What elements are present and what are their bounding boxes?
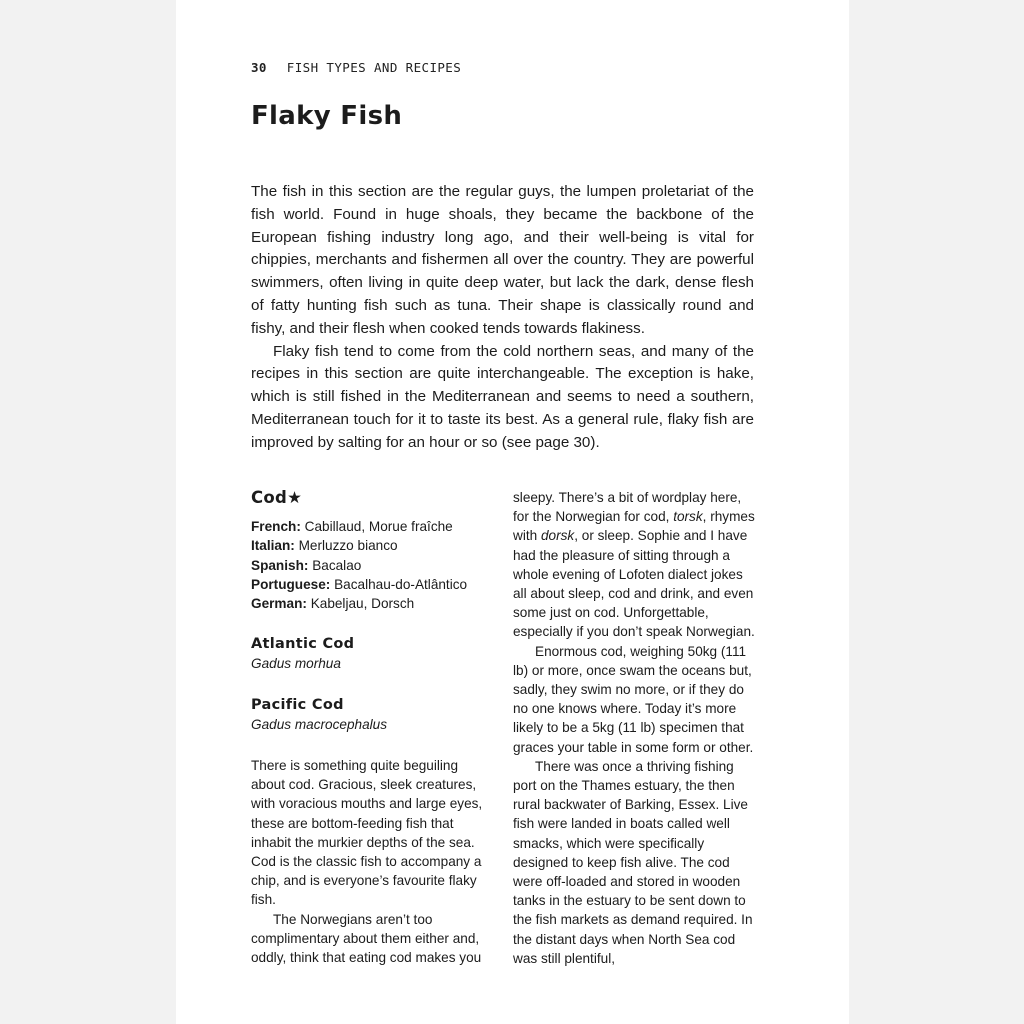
lang-name: Bacalao — [312, 557, 362, 573]
name-row-portuguese — [251, 575, 491, 594]
species-atlantic-cod — [251, 635, 491, 673]
body-paragraph: There is something quite beguiling about cod. Gracious, sleek creatures, with voracious mouths and large eyes, these are bottom-feeding fish that inhabit the murkier depths of the sea. Cod is the classic fish to accompany a chip, and is everyone’s favourite flaky fish. — [251, 758, 483, 908]
species-latin-name: Gadus macrocephalus — [251, 716, 388, 732]
body-paragraph: Enormous cod, weighing 50kg (111 lb) or more, once swam the oceans but, sadly, they swim no more, or if they do no one knows where. Today it’s more likely to be a 5kg (11 lb) specimen that graces your table in some form or other. — [513, 643, 754, 755]
species-name: Pacific Cod — [251, 696, 344, 713]
lang-name: Kabeljau, Dorsch — [310, 596, 415, 612]
species-latin-name: Gadus morhua — [251, 656, 341, 672]
section-title: FISH TYPES AND RECIPES — [286, 60, 462, 75]
left-column — [251, 488, 491, 967]
lang-label: French: — [251, 519, 301, 535]
name-row-french — [251, 517, 491, 536]
intro-text — [251, 181, 754, 455]
foreign-names — [251, 517, 491, 613]
running-head — [251, 60, 461, 75]
lang-label: Spanish: — [251, 557, 309, 573]
name-row-italian — [251, 536, 491, 555]
italic-word: torsk — [673, 509, 703, 525]
intro-paragraph-2: Flaky fish tend to come from the cold northern seas, and many of the recipes in this section are quite interchangeable. The exception is hake, which is still fished in the Mediterranean and seems to need a southern, Mediterranean touch for it to taste its best. As a general rule, flaky fish are improved by salting for an hour or so (see page 30). — [251, 342, 754, 451]
species-name: Atlantic Cod — [251, 636, 355, 653]
body-paragraph: There was once a thriving fishing port on the Thames estuary, the then rural backwater of Barking, Essex. Live fish were landed in boats called well smacks, which were specifically designed to keep fish alive. The cod were off-loaded and stored in wooden tanks in the estuary to be sent down to the fish markets as demand required. In the distant days when North Sea cod was still plentiful, — [513, 758, 753, 966]
lang-label: German: — [251, 596, 307, 612]
name-row-german — [251, 594, 491, 613]
lang-name: Bacalhau-do-Atlântico — [334, 576, 468, 592]
cod-heading: Cod★ — [251, 488, 303, 507]
right-column — [513, 488, 757, 968]
page-number: 30 — [251, 60, 267, 75]
text-run: sleepy. There’s a bit of wordplay here, for the Norwegian for cod, — [513, 490, 742, 525]
lang-label: Italian: — [251, 538, 295, 554]
page-title: Flaky Fish — [251, 101, 403, 131]
name-row-spanish — [251, 556, 491, 575]
body-paragraph: The Norwegians aren’t too complimentary about them either and, oddly, think that eating cod makes you — [251, 911, 482, 966]
lang-name: Merluzzo bianco — [298, 538, 398, 554]
cod-body-left — [251, 756, 491, 967]
body-paragraph — [513, 488, 757, 642]
text-run: , or sleep. Sophie and I have had the pleasure of sitting through a whole evening of Lofoten dialect jokes all about sleep, cod and drink, and even some just on cod. Unforgettable, especially if you don’t speak Norwegian. — [513, 528, 755, 640]
text-run: , rhymes with — [513, 509, 755, 544]
book-page — [176, 0, 849, 1024]
intro-paragraph-1: The fish in this section are the regular guys, the lumpen proletariat of the fish world. Found in huge shoals, they became the backbone of the European fishing industry long ago, and their well-being is vital for chippies, merchants and fishermen all over the country. They are powerful swimmers, often living in quite deep water, but lack the dark, dense flesh of fatty hunting fish such as tuna. Their shape is classically round and fishy, and their flesh when cooked tends towards flakiness. — [251, 183, 754, 337]
species-pacific-cod — [251, 696, 491, 734]
lang-name: Cabillaud, Morue fraîche — [304, 519, 453, 535]
italic-word: dorsk — [540, 528, 575, 544]
lang-label: Portuguese: — [251, 576, 331, 592]
